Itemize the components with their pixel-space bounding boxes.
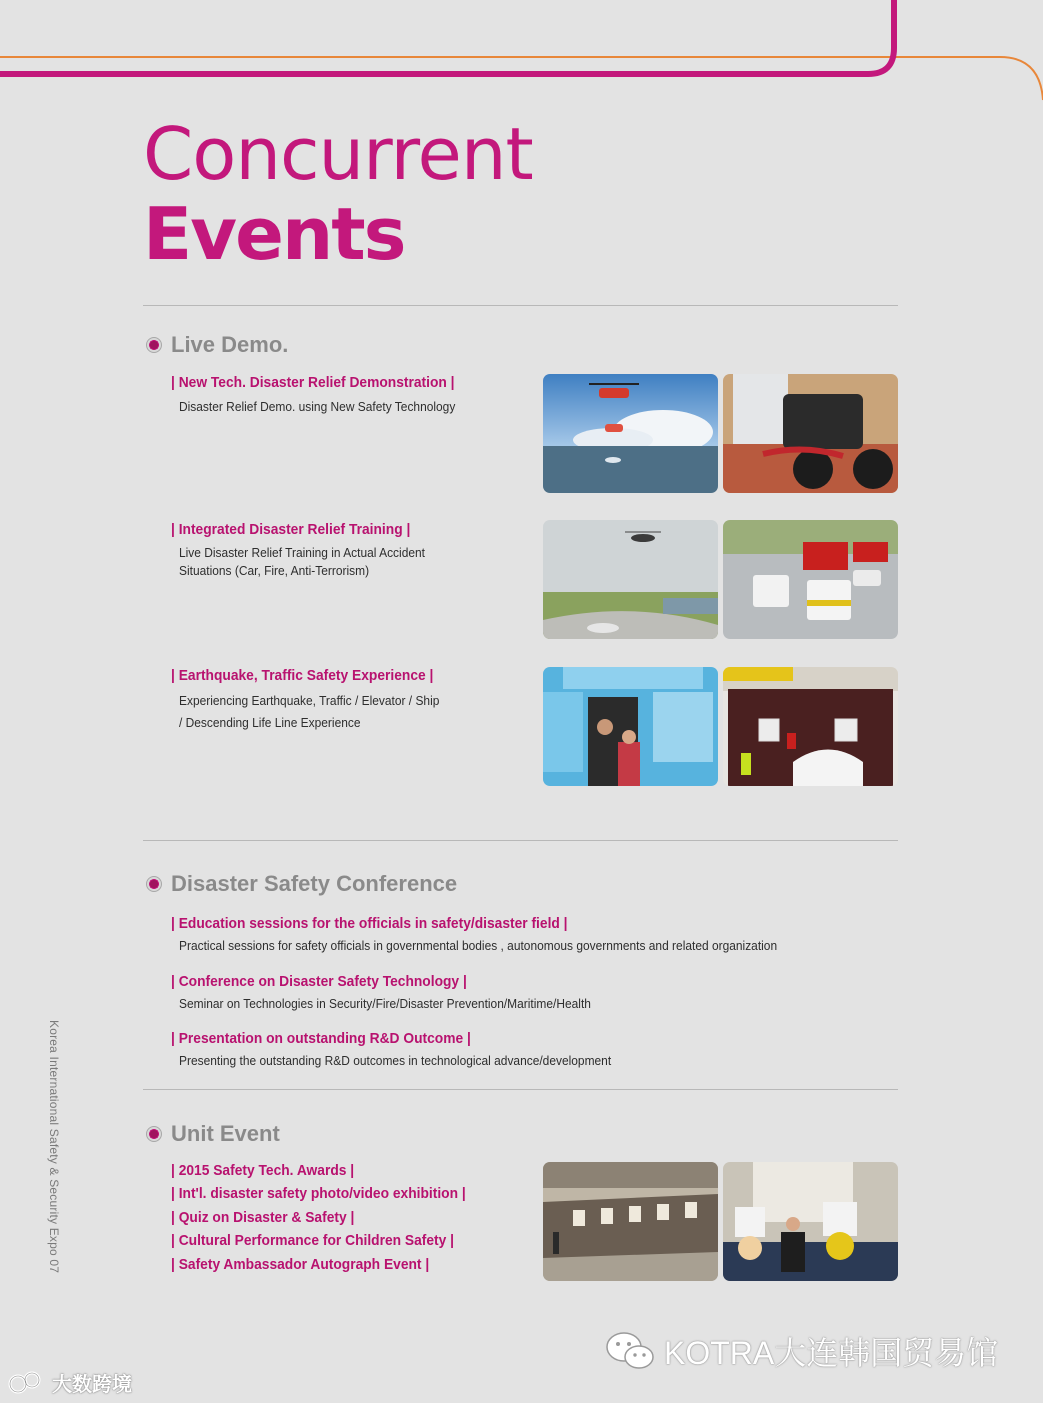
photo-exhibition-hall-photo [543, 1162, 718, 1281]
side-caption: Korea International Safety & Security Expo 07 [47, 1020, 61, 1274]
list-item: | 2015 Safety Tech. Awards | [171, 1162, 355, 1179]
mascot-performance-photo [723, 1162, 898, 1281]
drone-over-sea-photo [543, 374, 718, 493]
helicopter-training-photo [543, 520, 718, 639]
item-title: | Presentation on outstanding R&D Outcome | [171, 1030, 471, 1047]
list-item: | Safety Ambassador Autograph Event | [171, 1256, 430, 1273]
divider [143, 840, 898, 841]
section-heading-live-demo: Live Demo. [146, 332, 288, 358]
watermark-left: 大数跨境 [8, 1368, 132, 1397]
decorative-frame [0, 0, 1043, 120]
item-title: | Conference on Disaster Safety Technology | [171, 973, 467, 990]
item-description: Experiencing Earthquake, Traffic / Elevator / Ship / Descending Life Line Experience [179, 693, 440, 730]
item-description: Live Disaster Relief Training in Actual Accident Situations (Car, Fire, Anti-Terrorism) [179, 545, 425, 578]
item-title: | New Tech. Disaster Relief Demonstration | [171, 374, 455, 391]
page-title-line1: Concurrent [143, 112, 533, 196]
list-item: | Int'l. disaster safety photo/video exhibition | [171, 1185, 466, 1202]
item-title: | Education sessions for the officials in safety/disaster field | [171, 915, 568, 932]
list-item: | Cultural Performance for Children Safety | [171, 1232, 455, 1249]
wechat-icon [604, 1330, 656, 1372]
item-title: | Earthquake, Traffic Safety Experience | [171, 667, 434, 684]
item-description: Practical sessions for safety officials in governmental bodies , autonomous governments and related organization [179, 938, 778, 953]
brand-logo-icon [8, 1370, 48, 1396]
item-description: Seminar on Technologies in Security/Fire/Disaster Prevention/Maritime/Health [179, 996, 591, 1011]
section-heading-conference: Disaster Safety Conference [146, 871, 457, 897]
ambulance-fire-truck-photo [723, 520, 898, 639]
section-bullet-icon [146, 337, 162, 353]
climbing-wall-photo [723, 667, 898, 786]
page-title-line2: Events [143, 192, 405, 276]
watermark-right: KOTRA大连韩国贸易馆 [604, 1328, 998, 1374]
section-bullet-icon [146, 876, 162, 892]
rescue-vehicle-photo [723, 374, 898, 493]
experience-booth-photo [543, 667, 718, 786]
divider [143, 1089, 898, 1090]
list-item: | Quiz on Disaster & Safety | [171, 1209, 355, 1226]
section-heading-unit-event: Unit Event [146, 1121, 280, 1147]
item-title: | Integrated Disaster Relief Training | [171, 521, 411, 538]
item-description: Presenting the outstanding R&D outcomes in technological advance/development [179, 1053, 612, 1068]
item-description: Disaster Relief Demo. using New Safety Technology [179, 399, 456, 414]
section-bullet-icon [146, 1126, 162, 1142]
divider [143, 305, 898, 306]
